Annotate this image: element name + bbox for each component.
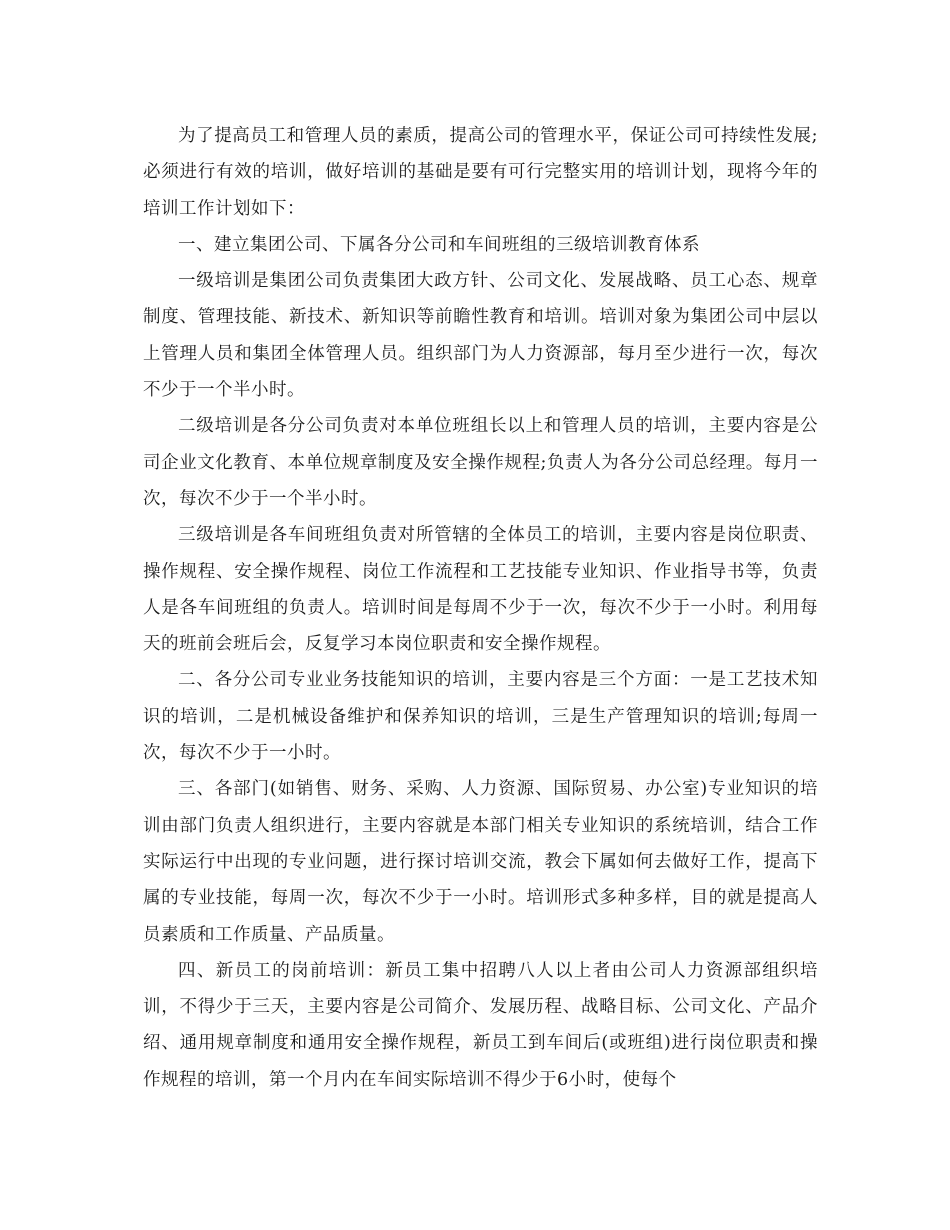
paragraph-section-two: 二、各分公司专业业务技能知识的培训，主要内容是三个方面：一是工艺技术知识的培训，二是机械设备维护和保养知识的培训，三是生产管理知识的培训;每周一次，每次不少于一小时。 — [143, 670, 818, 764]
paragraph-level-two-training: 二级培训是各分公司负责对本单位班组长以上和管理人员的培训，主要内容是公司企业文化教育、本单位规章制度及安全操作规程;负责人为各分公司总经理。每月一次，每次不少于一个半小时。 — [143, 416, 818, 509]
paragraph-level-one-training: 一级培训是集团公司负责集团大政方针、公司文化、发展战略、员工心态、规章制度、管理技能、新技术、新知识等前瞻性教育和培训。培训对象为集团公司中层以上管理人员和集团全体管理人员。组织部门为人力资源部，每月至少进行一次，每次不少于一个半小时。 — [143, 271, 818, 401]
paragraph-section-four: 四、新员工的岗前培训：新员工集中招聘八人以上者由公司人力资源部组织培训，不得少于三天，主要内容是公司简介、发展历程、战略目标、公司文化、产品介绍、通用规章制度和通用安全操作规程，新员工到车间后(或班组)进行岗位职责和操作规程的培训，第一个月内在车间实际培训不得少于6小时，使每个 — [143, 960, 818, 1090]
paragraph-heading-one: 一、建立集团公司、下属各分公司和车间班组的三级培训教育体系 — [178, 234, 700, 255]
document-body — [143, 118, 818, 1098]
paragraph-level-three-training: 三级培训是各车间班组负责对所管辖的全体员工的培训，主要内容是岗位职责、操作规程、安全操作规程、岗位工作流程和工艺技能专业知识、作业指导书等，负责人是各车间班组的负责人。培训时间是每周不少于一次，每次不少于一小时。利用每天的班前会班后会，反复学习本岗位职责和安全操作规程。 — [143, 525, 818, 655]
paragraph-intro: 为了提高员工和管理人员的素质，提高公司的管理水平，保证公司可持续性发展;必须进行有效的培训，做好培训的基础是要有可行完整实用的培训计划，现将今年的培训工作计划如下： — [143, 126, 818, 219]
paragraph-section-three: 三、各部门(如销售、财务、采购、人力资源、国际贸易、办公室)专业知识的培训由部门负责人组织进行，主要内容就是本部门相关专业知识的系统培训，结合工作实际运行中出现的专业问题，进行探讨培训交流，教会下属如何去做好工作，提高下属的专业技能，每周一次，每次不少于一小时。培训形式多种多样，目的就是提高人员素质和工作质量、产品质量。 — [143, 779, 818, 945]
